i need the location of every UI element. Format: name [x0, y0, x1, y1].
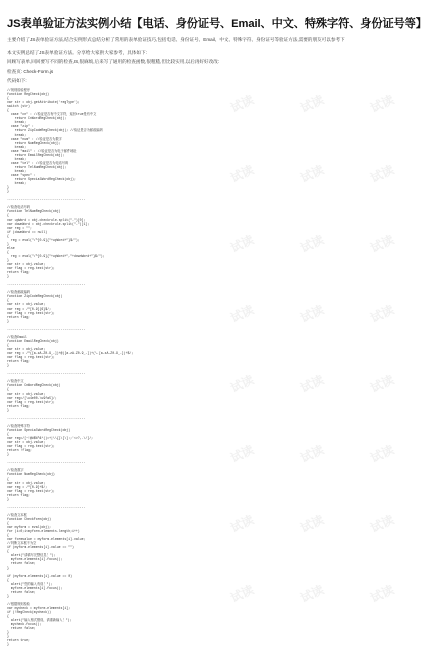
code-line: { [7, 476, 9, 481]
code-line: return false; [7, 561, 36, 566]
code-line: var str = obj.value; [7, 391, 46, 396]
code-line: var str = obj.value; [7, 302, 46, 307]
code-line: function NumRegCheck(obj) [7, 472, 55, 477]
code-line: case "mail" : //验证是否为电子邮件地址 [7, 148, 77, 153]
code-line: break; [7, 132, 27, 137]
code-line: return !flag; [7, 448, 32, 453]
code-line: } [7, 189, 9, 194]
code-line: var mycheck = myform.elements[i]; [7, 606, 71, 610]
code-line: var flag = reg.test(str); [7, 310, 55, 315]
watermark-text: 试读 [298, 442, 327, 466]
watermark-text: 试读 [368, 512, 397, 536]
code-line: { [7, 614, 9, 619]
code-line: function TelNumRegCheck(obj) [7, 209, 61, 214]
watermark-text: 试读 [368, 162, 397, 186]
watermark-text: 试读 [368, 582, 397, 606]
code-line: if (downWord == null) [7, 229, 48, 234]
code-line: function RegCheck(obj) [7, 92, 50, 97]
code-line: { [7, 213, 9, 218]
watermark-text: 试读 [228, 372, 257, 396]
code-line: alert("请填写完整信息！"); [7, 553, 56, 558]
code-line: if (!RegCheck(mycheck)) [7, 610, 51, 615]
code-line: var reg = /^[0-9]+$/; [7, 484, 48, 489]
code-line: { [7, 577, 9, 582]
code-line: var upWord = obj.checkrule.split("-")[0]; [7, 217, 86, 222]
code-line: case "cn" : //验证是否有中文字符，返回true是有中文 [7, 112, 97, 117]
code-line: ----------------------------------------- [7, 504, 86, 509]
code-line: var downWord = obj.checkrule.split("-")[1]; [7, 221, 90, 226]
code-line: //检查文本框 [7, 512, 27, 517]
code-line: } [7, 565, 9, 570]
code-line: return NumRegCheck(obj); [7, 140, 61, 145]
intro-paragraph: 主要介绍了JS表单验证方法,结合实例形式总结分析了常用的表单验证技巧,包括电话、身份证号、Email、中文、特殊字符、身份证号等验证方法,需要的朋友可以参考下 [7, 37, 345, 42]
watermark-text: 试读 [298, 582, 327, 606]
code-line: { [7, 233, 9, 238]
code-line: function SpecialWordRegCheck(obj) [7, 427, 71, 432]
code-line: var str = obj.getAttribute('regType'); [7, 100, 80, 105]
code-line: } [7, 241, 9, 246]
code-line: var str = obj.value; [7, 480, 46, 485]
watermark-text: 试读 [368, 302, 397, 326]
page-title: JS表单验证方法实例小结【电话、身份证号、Email、中文、特殊字符、身份证号等】 [7, 18, 427, 30]
code-line: //检查数字 [7, 468, 24, 473]
code-line: } [7, 318, 9, 323]
watermark-text: 试读 [228, 162, 257, 186]
code-line: var reg = /^([a-zA-Z0-9_-])+@([a-zA-Z0-9_-])+(\.[a-zA-Z0-9_-])+$/; [7, 351, 134, 356]
code-line: if (myform.elements[i].value == "") [7, 545, 74, 550]
code-line: var reg = ""; [7, 225, 32, 230]
code-line: else [7, 245, 15, 250]
code-line: } [7, 642, 9, 646]
paragraph-2: 回顾写表单,回回要写不同的检查,IS,很麻烦,后来写了通用的检查函数,很粗糙,但比较实用,以后再好好改改: [7, 59, 220, 64]
watermark-text: 试读 [368, 92, 397, 116]
watermark-text: 试读 [298, 512, 327, 536]
watermark-text: 试读 [228, 512, 257, 536]
code-line: } [7, 407, 9, 412]
code-line: var str = obj.value; [7, 262, 46, 267]
code-line: return flag; [7, 314, 30, 319]
watermark-text: 试读 [228, 582, 257, 606]
code-line: return false; [7, 626, 36, 631]
code-line: switch (str) [7, 104, 30, 109]
code-line: } [7, 363, 9, 368]
code-line: for (i=0;i<myform.elements.length;i++) [7, 529, 80, 534]
code-line: function CheckForm(obj) [7, 516, 51, 521]
code-line: break; [7, 120, 27, 125]
code-line: //根据规则检验 [7, 601, 30, 606]
code-line: ----------------------------------------- [7, 197, 86, 202]
code-line: var formvalue = myform.elements[i].value; [7, 537, 86, 542]
code-line: { [7, 249, 9, 254]
code-line: } [7, 452, 9, 457]
code-line: //检查Email [7, 334, 27, 339]
code-line: ----------------------------------------- [7, 460, 86, 465]
code-line: //判断文本框不为空 [7, 541, 37, 546]
code-line: var flag = reg.test(str); [7, 399, 55, 404]
code-line: var flag = reg.test(str); [7, 266, 55, 271]
watermark-text: 试读 [298, 232, 327, 256]
code-line: { [7, 96, 9, 101]
code-line: break; [7, 144, 27, 149]
code-line: var reg=/[~!@#$%^&*()=+|\\{}\[\]:;'<>?,.\/]/; [7, 436, 94, 441]
code-line: //检查电话号码 [7, 205, 30, 210]
code-line: return ZipCodeRegCheck(obj); //验证是否为邮政编码 [7, 128, 103, 133]
code-line: var str = obj.value; [7, 347, 46, 351]
watermark-text: 试读 [368, 372, 397, 396]
code-line: ----------------------------------------- [7, 371, 86, 376]
code-line: { [7, 533, 9, 538]
watermark-text: 试读 [228, 302, 257, 326]
watermark-text: 试读 [228, 442, 257, 466]
code-line: alert("输入格式错误，请重新输入！"); [7, 618, 72, 623]
code-line: { [7, 298, 9, 303]
code-line: return CnWordRegCheck(obj); [7, 116, 67, 121]
code-line: if (myform.elements[i].value == 0) [7, 573, 73, 578]
code-line: var reg=/[\u4e00-\u9fa5]/; [7, 395, 57, 400]
code-line: return flag; [7, 492, 30, 497]
code-line: } [7, 593, 9, 598]
code-line: var flag = reg.test(str); [7, 444, 55, 449]
code-line: return SpecialWordRegCheck(obj); [7, 177, 76, 182]
code-line: return EmailRegCheck(obj); [7, 152, 65, 157]
watermark-text: 试读 [298, 372, 327, 396]
watermark-text: 试读 [228, 92, 257, 116]
code-line: return flag; [7, 270, 30, 275]
code-line: var str = obj.value; [7, 440, 46, 445]
code-line: } [7, 185, 9, 190]
watermark-text: 试读 [368, 232, 397, 256]
code-line: reg = eval("/^[0-9]{"+upWord+"}$/"); [7, 237, 80, 242]
code-line: { [7, 431, 9, 436]
code-line: myform.elements[i].focus(); [7, 585, 63, 590]
code-line: var flag = reg.test(str); [7, 488, 55, 493]
watermark-text: 试读 [298, 302, 327, 326]
watermark-text: 试读 [368, 442, 397, 466]
code-line: } [7, 496, 9, 501]
code-line: } [7, 274, 9, 279]
code-line: case "tel" : //验证是否为电话号码 [7, 160, 69, 165]
code-line: break; [7, 181, 27, 186]
code-line: function ZipCodeRegCheck(obj) [7, 294, 63, 299]
code-line: break; [7, 156, 27, 161]
code-line: return true; [7, 638, 30, 643]
code-line: mycheck.focus(); [7, 622, 42, 627]
code-line: { [7, 108, 9, 113]
code-line: { [7, 549, 9, 554]
code-block [7, 88, 207, 646]
code-line: ----------------------------------------- [7, 415, 86, 420]
watermark-text: 试读 [298, 92, 327, 116]
code-line: //检查中文 [7, 379, 24, 384]
code-line: //检查邮政编码 [7, 290, 30, 295]
code-line: myform.elements[i].focus(); [7, 557, 63, 562]
watermark-text: 试读 [298, 162, 327, 186]
code-line: ----------------------------------------- [7, 282, 86, 287]
code-line: return false; [7, 589, 36, 594]
paragraph-1: 本文实例总结了JS表单验证方法。分享给大家供大家参考，具体如下： [7, 50, 151, 55]
code-line: return flag; [7, 403, 30, 408]
code-line: case "num" : //验证是否为数字 [7, 136, 62, 141]
code-line: return flag; [7, 359, 30, 364]
code-line: ----------------------------------------- [7, 326, 86, 331]
code-line: //规则检验程序 [7, 88, 30, 92]
code-line: var myform = eval(obj); [7, 525, 51, 530]
watermark-text: 试读 [228, 232, 257, 256]
code-line: reg = eval("/^[0-9]{"+upWord+","+downWord+"}$/"); [7, 253, 105, 258]
code-line: case "spec" : [7, 172, 36, 177]
code-line: } [7, 630, 9, 635]
code-line: { [7, 521, 9, 526]
paragraph-3: 检查页: Check-Form.js [7, 69, 54, 74]
code-line: } [7, 634, 9, 639]
code-line: case "zip" : [7, 124, 34, 129]
code-line: alert("您的输入有误！"); [7, 581, 53, 586]
code-line: function EmailRegCheck(obj) [7, 338, 59, 343]
code-line: break; [7, 168, 27, 173]
code-line: { [7, 387, 9, 392]
code-line: } [7, 257, 9, 262]
paragraph-4: 代码如下: [7, 78, 27, 83]
code-line: function CnWordRegCheck(obj) [7, 383, 61, 388]
code-line: var flag = reg.test(str); [7, 355, 55, 360]
code-line: //检查特殊字符 [7, 423, 30, 428]
code-line: var reg = /^[0-9]{6}$/; [7, 306, 51, 311]
code-line: return TelNumRegCheck(obj); [7, 164, 67, 169]
code-line: { [7, 342, 9, 347]
